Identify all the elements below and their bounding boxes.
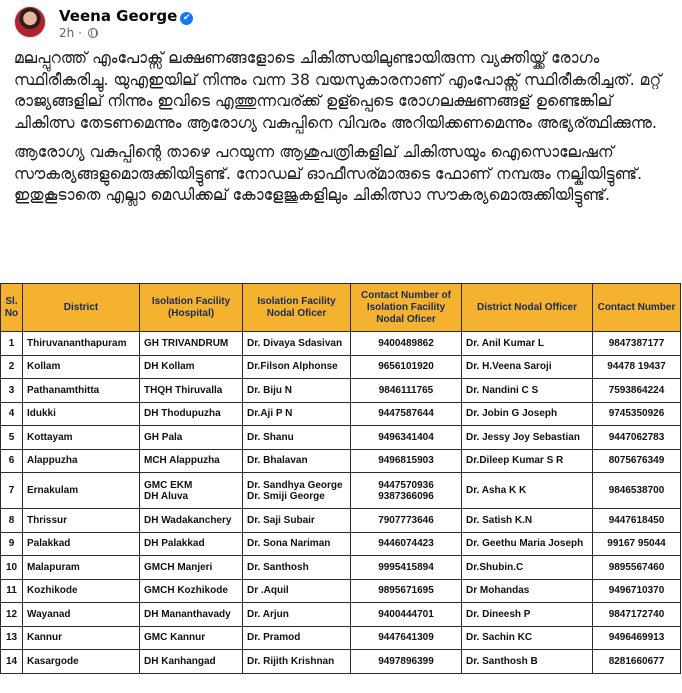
hospital-table — [0, 283, 681, 674]
cell-facility-nodal-contact-line: 9995415894 — [378, 561, 434, 573]
cell-facility-nodal-contact-line: 9447587644 — [378, 408, 434, 420]
cell-isolation-facility-line: GH TRIVANDRUM — [144, 337, 229, 349]
cell-district-nodal-officer: Dr. Jobin G Joseph — [462, 402, 593, 426]
post-text — [14, 48, 674, 215]
cell-isolation-facility-line: THQH Thiruvalla — [144, 384, 223, 396]
table-row — [1, 579, 681, 603]
cell-district: Kannur — [23, 626, 140, 650]
table-body — [1, 332, 681, 674]
cell-district-nodal-officer: Dr. Santhosh B — [462, 650, 593, 674]
cell-contact-number: 9847387177 — [593, 332, 681, 356]
table-row — [1, 509, 681, 533]
cell-facility-nodal-contact — [351, 626, 462, 650]
cell-facility-nodal-officer-line: Dr.Filson Alphonse — [247, 361, 338, 373]
cell-facility-nodal-officer — [243, 355, 351, 379]
table-row — [1, 426, 681, 450]
cell-facility-nodal-contact — [351, 332, 462, 356]
cell-sl-no: 5 — [1, 426, 23, 450]
cell-facility-nodal-officer — [243, 379, 351, 403]
cell-isolation-facility-line: DH Palakkad — [144, 538, 205, 550]
cell-facility-nodal-contact-line: 9895671695 — [378, 585, 434, 597]
cell-sl-no: 3 — [1, 379, 23, 403]
cell-district: Alappuzha — [23, 449, 140, 473]
cell-district-nodal-officer: Dr Mohandas — [462, 579, 593, 603]
cell-sl-no: 11 — [1, 579, 23, 603]
cell-facility-nodal-contact — [351, 532, 462, 556]
cell-facility-nodal-officer-line: Dr. Santhosh — [247, 561, 309, 573]
table-row — [1, 402, 681, 426]
cell-facility-nodal-officer-line: Dr. Sona Nariman — [247, 538, 331, 550]
cell-facility-nodal-contact-line: 9656101920 — [378, 361, 434, 373]
cell-sl-no: 13 — [1, 626, 23, 650]
cell-isolation-facility — [140, 556, 243, 580]
cell-contact-number: 9745350926 — [593, 402, 681, 426]
cell-facility-nodal-officer-line: Dr. Pramod — [247, 632, 301, 644]
verified-badge-icon: ✔ — [180, 12, 193, 25]
cell-facility-nodal-officer — [243, 449, 351, 473]
cell-facility-nodal-contact — [351, 426, 462, 450]
cell-facility-nodal-officer — [243, 603, 351, 627]
hospital-table-image[interactable] — [0, 283, 682, 693]
cell-contact-number: 9496710370 — [593, 579, 681, 603]
cell-facility-nodal-contact — [351, 355, 462, 379]
post-paragraph: ആരോഗ്യ വകുപ്പിന്റെ താഴെ പറയുന്ന ആശുപത്രികളില് ചികിത്സയും ഐസൊലേഷന് സൗകര്യങ്ങളുമൊരുക്കിയിട്ടുണ്ട്. നോഡല് ഓഫീസര്മാരുടെ ഫോണ് നമ്പരും നല്കിയിട്ടുണ്ട്. ഇതുകൂടാതെ എല്ലാ മെഡിക്കല് കോളേജുകളിലും ചികിത്സാ സൗകര്യമൊരുക്കിയിട്ടുണ്ട്. — [14, 143, 643, 204]
cell-sl-no: 2 — [1, 355, 23, 379]
cell-sl-no: 12 — [1, 603, 23, 627]
cell-sl-no: 1 — [1, 332, 23, 356]
cell-facility-nodal-contact — [351, 509, 462, 533]
avatar[interactable] — [14, 6, 46, 38]
cell-isolation-facility-line: MCH Alappuzha — [144, 455, 220, 467]
table-row — [1, 626, 681, 650]
cell-facility-nodal-contact-line: 9846111765 — [378, 384, 434, 396]
cell-facility-nodal-officer-line: Dr .Aquil — [247, 585, 289, 597]
header-district-nodal-officer: District Nodal Officer — [462, 284, 593, 332]
cell-isolation-facility-line: DH Aluva — [144, 490, 189, 502]
cell-facility-nodal-contact-line: 9447641309 — [378, 632, 434, 644]
cell-facility-nodal-officer — [243, 556, 351, 580]
cell-facility-nodal-officer-line: Dr. Smiji George — [247, 490, 325, 502]
table-row — [1, 603, 681, 627]
cell-facility-nodal-contact — [351, 473, 462, 509]
cell-sl-no: 9 — [1, 532, 23, 556]
cell-facility-nodal-officer-line: Dr. Shanu — [247, 431, 294, 443]
post-paragraph: മലപ്പുറത്ത് എംപോക്സ് ലക്ഷണങ്ങളോടെ ചികിത്സയിലുണ്ടായിരുന്ന വ്യക്തിയ്ക്ക് രോഗം സ്ഥിരീകരിച്ചു. യുഎഇയില് നിന്നും വന്ന 38 വയസുകാരനാണ് എംപോക്സ് സ്ഥിരീകരിച്ചത്. മറ്റ് രാജ്യങ്ങളില് നിന്നും ഇവിടെ എത്തുന്നവര്ക്ക് ഉള്പ്പെടെ രോഗലക്ഷണങ്ങള് ഉണ്ടെങ്കില് ചികിത്സ തേടണമെന്നും ആരോഗ്യ വകുപ്പിനെ വിവരം അറിയിക്കണമെന്നും അഭ്യര്ത്ഥിക്കുന്നു. — [14, 49, 662, 132]
cell-facility-nodal-contact-line: 9447570936 — [378, 479, 434, 491]
cell-facility-nodal-contact — [351, 379, 462, 403]
cell-district: Pathanamthitta — [23, 379, 140, 403]
cell-isolation-facility — [140, 332, 243, 356]
table-row — [1, 332, 681, 356]
cell-facility-nodal-officer-line: Dr. Sandhya George — [247, 479, 343, 491]
post-timestamp[interactable]: 2h — [59, 26, 75, 40]
cell-district-nodal-officer: Dr. Geethu Maria Joseph — [462, 532, 593, 556]
cell-sl-no: 6 — [1, 449, 23, 473]
cell-contact-number: 9846538700 — [593, 473, 681, 509]
cell-isolation-facility — [140, 355, 243, 379]
cell-district-nodal-officer: Dr.Shubin.C — [462, 556, 593, 580]
cell-facility-nodal-contact-line: 7907773646 — [378, 514, 434, 526]
cell-district-nodal-officer: Dr. Jessy Joy Sebastian — [462, 426, 593, 450]
cell-facility-nodal-officer — [243, 402, 351, 426]
cell-isolation-facility-line: GMC EKM — [144, 479, 193, 491]
header-facility-nodal-officer: Isolation Facility Nodal Oficer — [243, 284, 351, 332]
cell-district: Wayanad — [23, 603, 140, 627]
cell-isolation-facility-line: DH Kollam — [144, 361, 195, 373]
cell-district: Palakkad — [23, 532, 140, 556]
cell-contact-number: 94478 19437 — [593, 355, 681, 379]
cell-contact-number: 7593864224 — [593, 379, 681, 403]
cell-district: Thrissur — [23, 509, 140, 533]
cell-facility-nodal-contact — [351, 579, 462, 603]
table-row — [1, 449, 681, 473]
cell-facility-nodal-officer — [243, 532, 351, 556]
cell-facility-nodal-officer-line: Dr. Rijith Krishnan — [247, 655, 335, 667]
cell-isolation-facility-line: DH Wadakanchery — [144, 514, 232, 526]
cell-facility-nodal-contact — [351, 402, 462, 426]
cell-district-nodal-officer: Dr. Nandini C S — [462, 379, 593, 403]
cell-facility-nodal-officer-line: Dr. Biju N — [247, 384, 293, 396]
table-header-row — [1, 284, 681, 332]
cell-isolation-facility-line: DH Kanhangad — [144, 655, 216, 667]
cell-isolation-facility — [140, 626, 243, 650]
author-name-text[interactable]: Veena George — [59, 7, 178, 25]
cell-contact-number: 9447618450 — [593, 509, 681, 533]
cell-district-nodal-officer: Dr. Dineesh P — [462, 603, 593, 627]
cell-isolation-facility — [140, 449, 243, 473]
table-row — [1, 556, 681, 580]
cell-facility-nodal-officer — [243, 579, 351, 603]
cell-district: Kozhikode — [23, 579, 140, 603]
cell-district: Thiruvananthapuram — [23, 332, 140, 356]
cell-isolation-facility-line: GMCH Kozhikode — [144, 585, 228, 597]
header-contact-number: Contact Number — [593, 284, 681, 332]
cell-sl-no: 10 — [1, 556, 23, 580]
table-row — [1, 473, 681, 509]
cell-isolation-facility — [140, 402, 243, 426]
cell-facility-nodal-officer — [243, 626, 351, 650]
cell-contact-number: 9847172740 — [593, 603, 681, 627]
table-row — [1, 650, 681, 674]
header-district: District — [23, 284, 140, 332]
cell-facility-nodal-officer-line: Dr. Saji Subair — [247, 514, 315, 526]
cell-district: Idukki — [23, 402, 140, 426]
cell-district: Malapuram — [23, 556, 140, 580]
cell-isolation-facility — [140, 426, 243, 450]
cell-isolation-facility-line: GMC Kannur — [144, 632, 206, 644]
cell-district: Kasargode — [23, 650, 140, 674]
table-row — [1, 532, 681, 556]
cell-district-nodal-officer: Dr. Anil Kumar L — [462, 332, 593, 356]
cell-contact-number: 8075676349 — [593, 449, 681, 473]
cell-sl-no: 7 — [1, 473, 23, 509]
cell-facility-nodal-contact-line: 9497896399 — [378, 655, 434, 667]
cell-district-nodal-officer: Dr. Sachin KC — [462, 626, 593, 650]
cell-facility-nodal-contact-line: 9446074423 — [378, 538, 434, 550]
cell-contact-number: 9496469913 — [593, 626, 681, 650]
cell-facility-nodal-contact — [351, 603, 462, 627]
cell-isolation-facility — [140, 509, 243, 533]
header-sl-no: Sl. No — [1, 284, 23, 332]
author-name[interactable] — [59, 7, 193, 25]
post-meta: 2h · — [59, 26, 98, 40]
header-facility-nodal-contact: Contact Number of Isolation Facility Nodal Oficer — [351, 284, 462, 332]
cell-isolation-facility-line: GMCH Manjeri — [144, 561, 213, 573]
globe-icon — [88, 28, 98, 38]
cell-facility-nodal-contact — [351, 449, 462, 473]
cell-sl-no: 8 — [1, 509, 23, 533]
cell-sl-no: 4 — [1, 402, 23, 426]
cell-isolation-facility — [140, 473, 243, 509]
cell-facility-nodal-officer-line: Dr. Divaya Sdasivan — [247, 337, 343, 349]
post-header — [14, 6, 674, 42]
cell-district-nodal-officer: Dr. Satish K.N — [462, 509, 593, 533]
cell-facility-nodal-contact-line: 9400444701 — [378, 608, 434, 620]
cell-contact-number: 99167 95044 — [593, 532, 681, 556]
cell-facility-nodal-officer — [243, 426, 351, 450]
cell-facility-nodal-officer-line: Dr.Aji P N — [247, 408, 293, 420]
cell-district: Kollam — [23, 355, 140, 379]
cell-district-nodal-officer: Dr. H.Veena Saroji — [462, 355, 593, 379]
cell-facility-nodal-contact-line: 9496815903 — [378, 455, 434, 467]
header-isolation-facility: Isolation Facility (Hospital) — [140, 284, 243, 332]
cell-isolation-facility — [140, 603, 243, 627]
cell-district-nodal-officer: Dr. Asha K K — [462, 473, 593, 509]
cell-district-nodal-officer: Dr.Dileep Kumar S R — [462, 449, 593, 473]
table-row — [1, 379, 681, 403]
cell-facility-nodal-contact — [351, 650, 462, 674]
cell-facility-nodal-contact-line: 9387366096 — [378, 490, 434, 502]
cell-facility-nodal-officer — [243, 509, 351, 533]
cell-facility-nodal-contact-line: 9400489862 — [378, 337, 434, 349]
cell-facility-nodal-officer — [243, 650, 351, 674]
cell-district: Ernakulam — [23, 473, 140, 509]
cell-facility-nodal-contact-line: 9496341404 — [378, 431, 434, 443]
cell-isolation-facility-line: GH Pala — [144, 431, 183, 443]
cell-sl-no: 14 — [1, 650, 23, 674]
cell-facility-nodal-officer — [243, 473, 351, 509]
cell-facility-nodal-officer — [243, 332, 351, 356]
table-row — [1, 355, 681, 379]
cell-isolation-facility — [140, 532, 243, 556]
cell-facility-nodal-officer-line: Dr. Bhalavan — [247, 455, 308, 467]
cell-isolation-facility — [140, 650, 243, 674]
cell-isolation-facility-line: DH Thodupuzha — [144, 408, 221, 420]
cell-facility-nodal-officer-line: Dr. Arjun — [247, 608, 289, 620]
cell-contact-number: 8281660677 — [593, 650, 681, 674]
cell-contact-number: 9447062783 — [593, 426, 681, 450]
cell-isolation-facility — [140, 579, 243, 603]
cell-contact-number: 9895567460 — [593, 556, 681, 580]
cell-isolation-facility — [140, 379, 243, 403]
cell-facility-nodal-contact — [351, 556, 462, 580]
cell-district: Kottayam — [23, 426, 140, 450]
cell-isolation-facility-line: DH Mananthavady — [144, 608, 231, 620]
